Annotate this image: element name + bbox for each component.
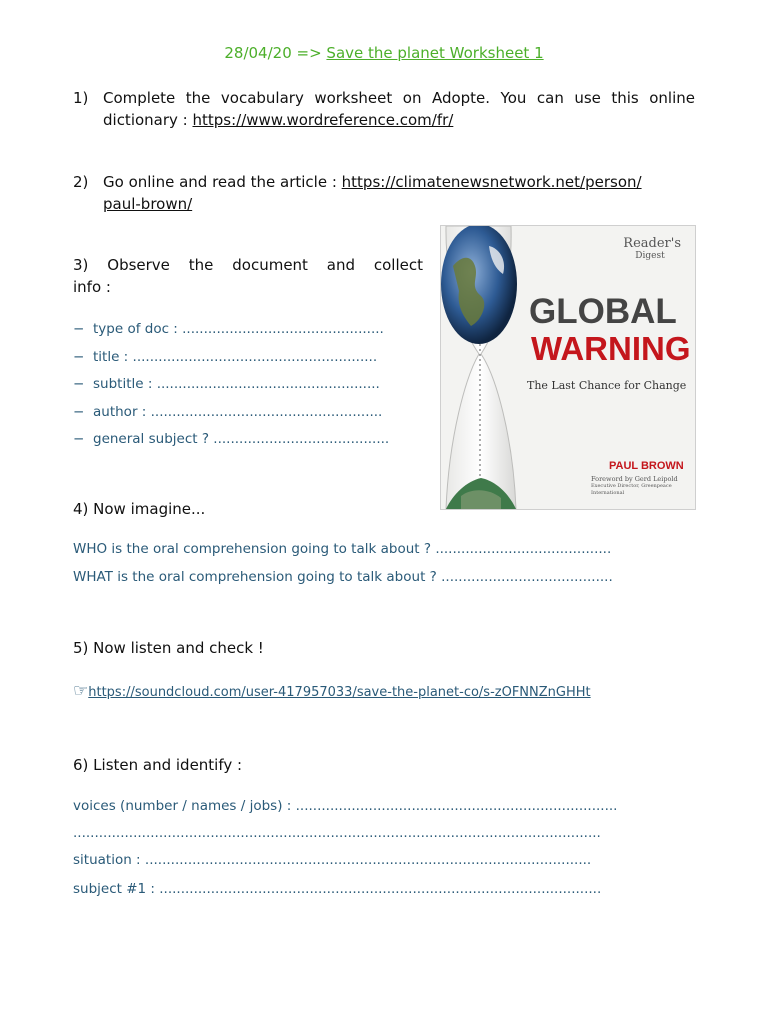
item-dots: ......................................................... xyxy=(132,348,378,365)
wordreference-link[interactable]: https://www.wordreference.com/fr/ xyxy=(192,111,454,129)
readers-digest-logo xyxy=(623,238,681,262)
list-item xyxy=(73,321,423,349)
question-3-line2: info : xyxy=(73,278,111,296)
who-label: WHO is the oral comprehension going to talk about ? xyxy=(73,541,436,557)
item-label: general subject ? xyxy=(93,431,214,447)
question-1-number: 1) xyxy=(73,89,89,107)
question-3-line1: 3) Observe the document and collect xyxy=(73,256,423,274)
situation-line xyxy=(73,852,591,868)
who-line xyxy=(73,541,611,557)
soundcloud-line xyxy=(73,681,591,701)
question-1-text: Complete the vocabulary worksheet on Adopte. You can use this online dictionary : xyxy=(103,89,695,129)
cover-title-line1: GLOBAL xyxy=(529,292,677,331)
what-line xyxy=(73,569,613,585)
cover-title-line2: WARNING xyxy=(531,330,691,367)
item-dots: ............................................... xyxy=(182,321,384,337)
item-label: subtitle : xyxy=(93,376,157,392)
climatenews-link-part2: paul-brown/ xyxy=(103,195,193,213)
situation-dots: ........................................................................................................ xyxy=(144,852,592,868)
logo-line1: Reader's xyxy=(623,236,681,251)
item-label: title : xyxy=(93,348,133,365)
subject-dots: ....................................................................................................... xyxy=(159,881,602,897)
question-5-heading: 5) Now listen and check ! xyxy=(73,639,264,657)
cover-subtitle: The Last Chance for Change xyxy=(527,379,687,392)
question-2-text: Go online and read the article : xyxy=(103,173,342,191)
foreword-line: Foreword by Gerd Leipold xyxy=(591,475,678,483)
question-1 xyxy=(73,87,695,131)
list-item xyxy=(73,431,423,459)
title-date: 28/04/20 => xyxy=(224,44,327,62)
subject-line xyxy=(73,881,601,897)
blank-line: ........................................................................................................................... xyxy=(73,825,601,841)
climatenews-link-part1: https://climatenewsnetwork.net/person/ xyxy=(341,173,642,191)
list-item xyxy=(73,349,423,377)
list-item xyxy=(73,404,423,432)
question-2-number: 2) xyxy=(73,173,89,191)
what-label: WHAT is the oral comprehension going to talk about ? xyxy=(73,569,442,585)
voices-label: voices (number / names / jobs) : xyxy=(73,798,296,814)
page-title xyxy=(0,44,768,62)
document-info-list xyxy=(73,321,423,459)
pointing-hand-icon: ☞ xyxy=(73,681,89,701)
cover-author: PAUL BROWN xyxy=(609,460,684,472)
title-text: Save the planet Worksheet 1 xyxy=(326,44,544,62)
soundcloud-link[interactable]: https://soundcloud.com/user-417957033/save-the-planet-co/s-zOFNNZnGHHt xyxy=(88,685,591,700)
subject-label: subject #1 : xyxy=(73,881,160,897)
item-label: type of doc : xyxy=(93,321,183,337)
item-dots: ......................................... xyxy=(213,431,390,447)
what-dots: ........................................ xyxy=(441,569,613,585)
question-6-heading: 6) Listen and identify : xyxy=(73,756,243,774)
question-2 xyxy=(73,171,695,215)
who-dots: ......................................... xyxy=(435,541,612,557)
list-item xyxy=(73,376,423,404)
voices-dots: ........................................................................... xyxy=(295,798,618,814)
cover-foreword xyxy=(591,476,695,497)
question-4-heading: 4) Now imagine... xyxy=(73,500,206,518)
item-label: author : xyxy=(93,403,151,420)
book-cover-image xyxy=(440,225,696,510)
item-dots: ...................................................... xyxy=(150,403,383,420)
situation-label: situation : xyxy=(73,852,145,868)
item-dots: .................................................... xyxy=(156,376,380,392)
logo-line2: Digest xyxy=(635,251,665,261)
voices-line xyxy=(73,798,617,814)
foreword-subline: Executive Director, Greenpeace International xyxy=(591,483,672,496)
